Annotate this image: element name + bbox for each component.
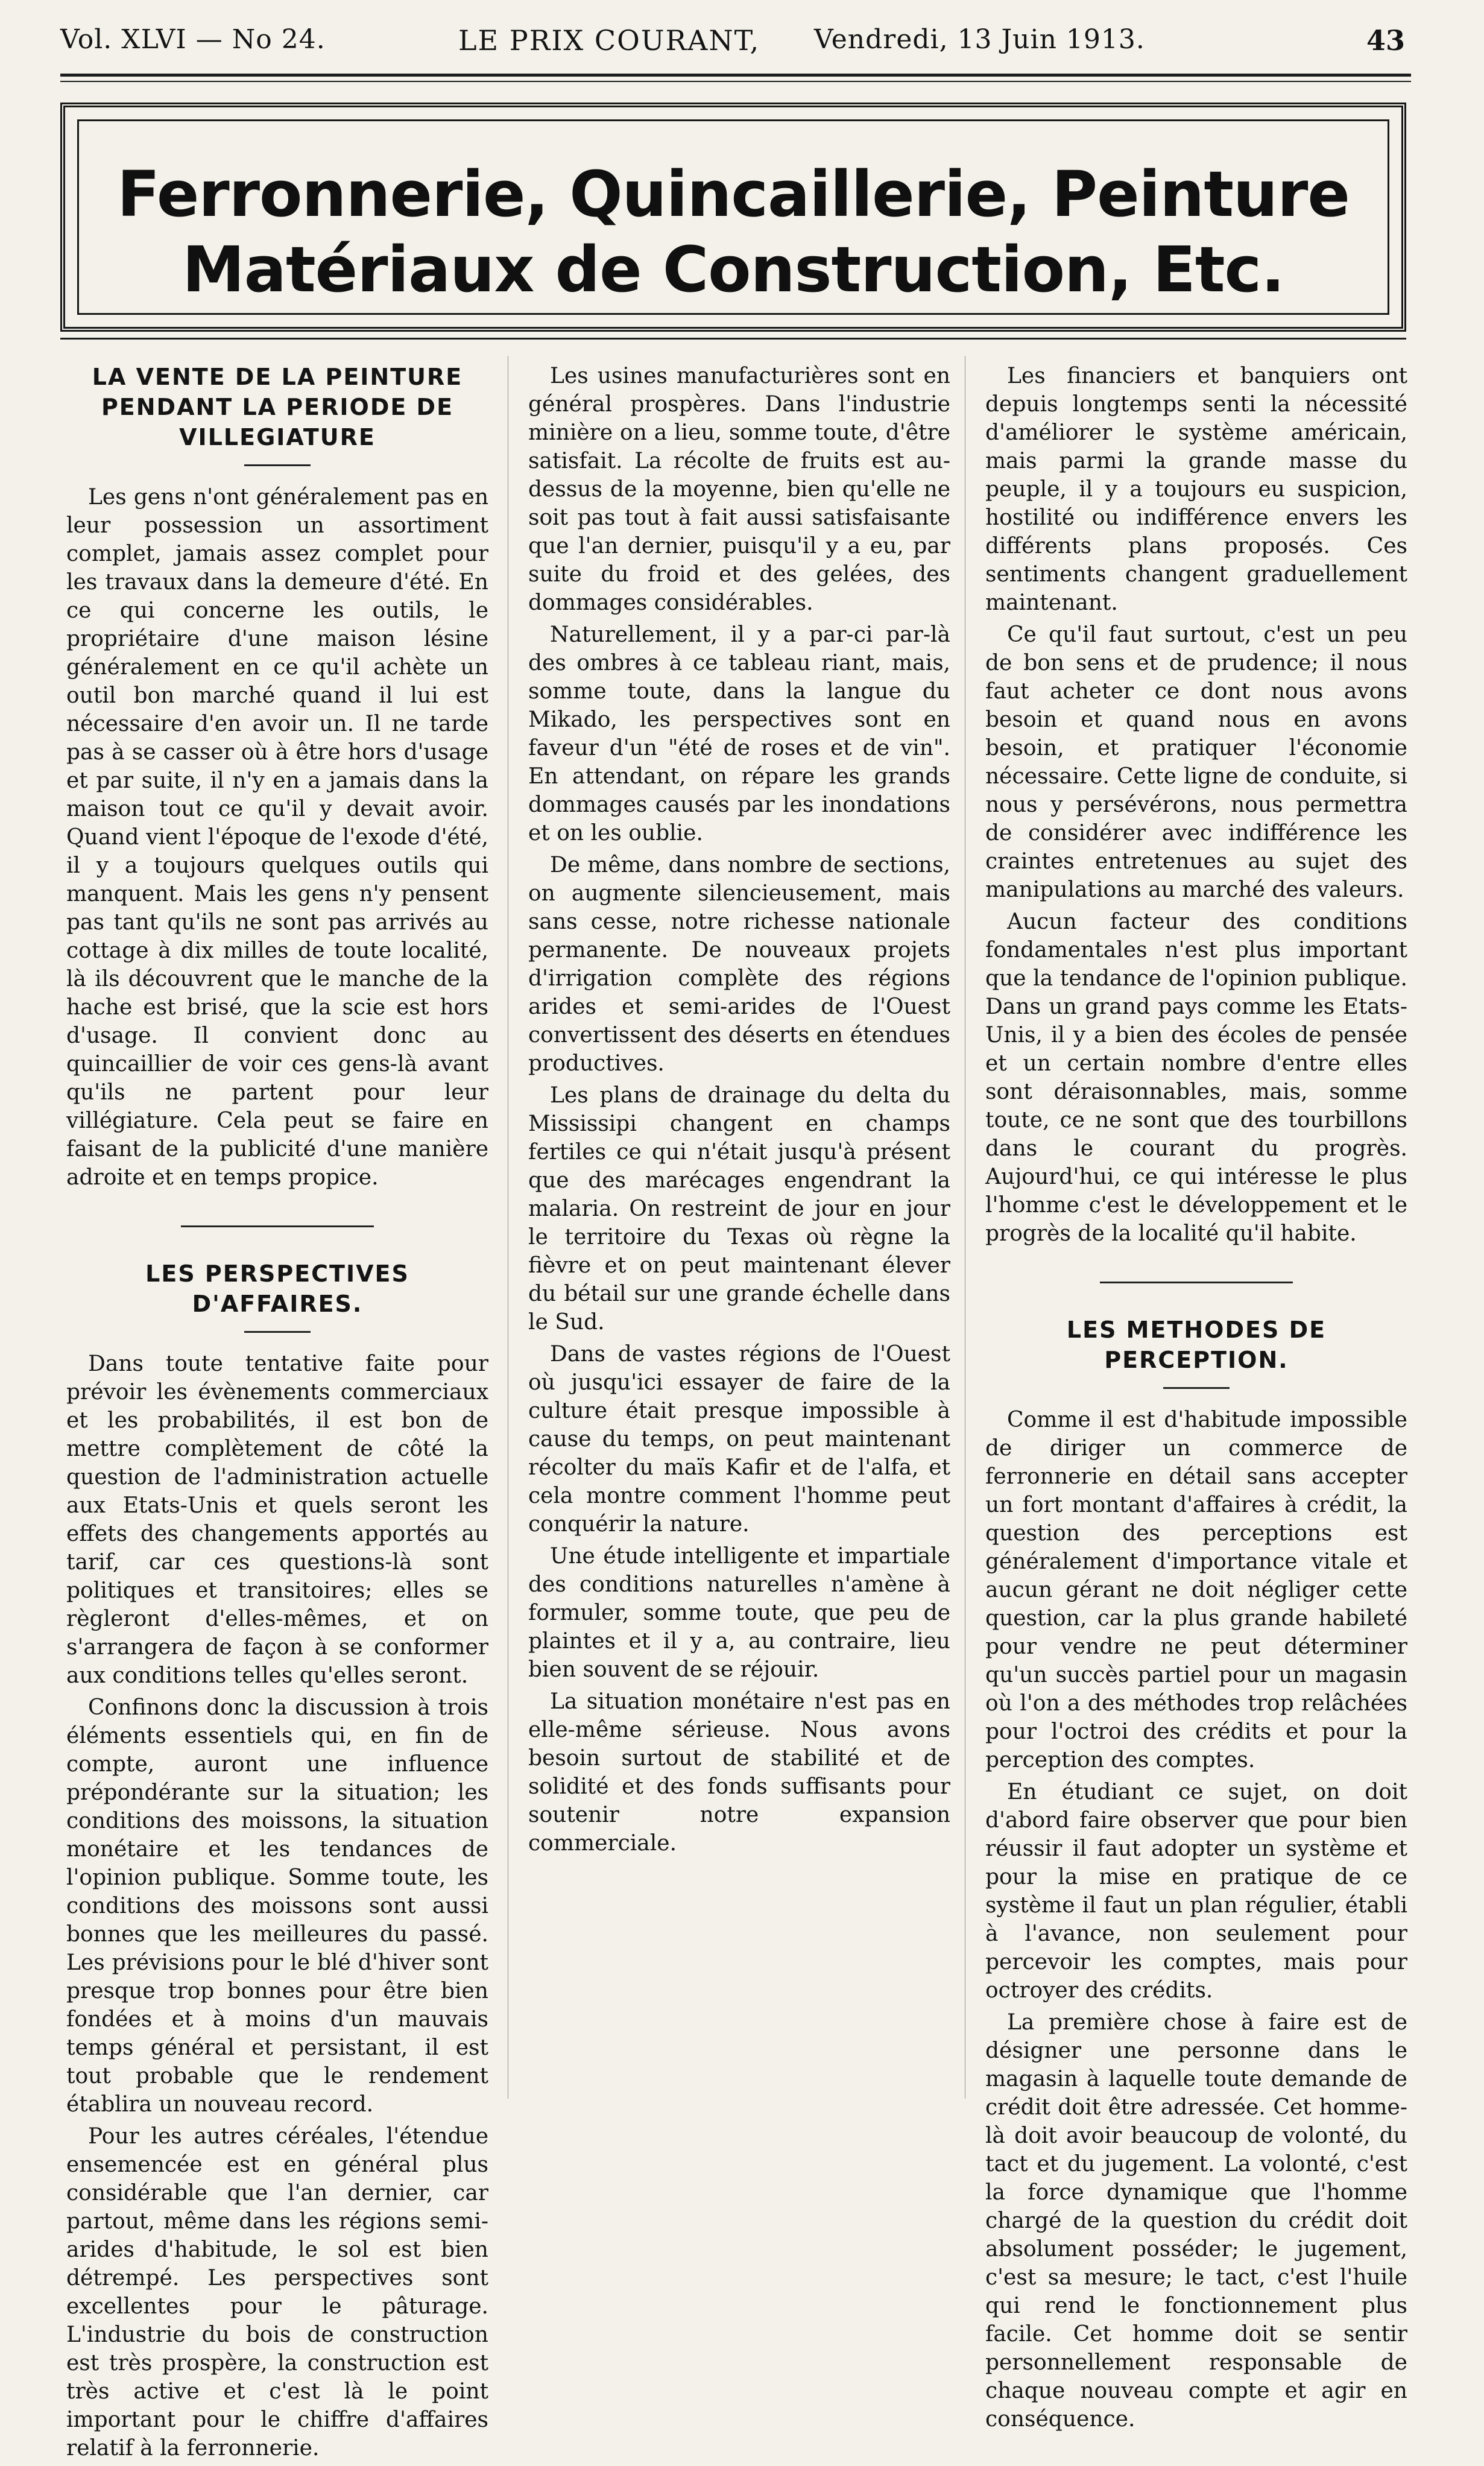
paragraph: Les usines manufacturières sont en général prospères. Dans l'industrie minière on a lieu, somme toute, d'être satisfait. La récolte de fruits est au-dessus de la moyenne, bien qu'elle ne soit pas tout à fait aussi satisfaisante que l'an dernier, puisqu'il y a eu, par suite du froid et des gelées, des dommages considérables. <box>528 364 950 615</box>
heading-rule <box>1163 1387 1230 1389</box>
paragraph: Pour les autres céréales, l'étendue ensemencée est en général plus considérable que l'an dernier, car partout, même dans les régions semi-arides d'habitude, le sol est bien détrempé. Les perspectives sont excellentes pour le pâturage. L'industrie du bois de construction est très prospère, la construction est très active et c'est là le point important pour le chiffre d'affaires relatif à la ferronnerie. <box>66 2124 488 2461</box>
column-2 <box>528 362 950 1861</box>
masthead-rule-thin <box>60 81 1411 82</box>
section-title-frame <box>77 119 1389 315</box>
paragraph: Ce qu'il faut surtout, c'est un peu de bon sens et de prudence; il nous faut acheter ce dont nous avons besoin et quand nous en avons besoin, et pratiquer l'économie nécessaire. Cette ligne de conduite, si nous y persévérons, nous permettra de considérer avec indifférence les craintes entretenues au sujet des manipulations au marché des valeurs. <box>985 622 1407 902</box>
paragraph: La situation monétaire n'est pas en elle-même sérieuse. Nous avons besoin surtout de stabilité et de solidité et des fonds suffisants pour soutenir notre expansion commerciale. <box>528 1689 950 1856</box>
article-heading: LA VENTE DE LA PEINTURE PENDANT LA PERIODE DE VILLEGIATURE <box>92 364 463 451</box>
section-title-box <box>60 103 1406 332</box>
paragraph: Les gens n'ont généralement pas en leur possession un assortiment complet, jamais assez complet pour les travaux dans la demeure d'été. En ce qui concerne les outils, le propriétaire d'une maison lésine généralement en ce qu'il achète un outil bon marché quand il lui est nécessaire d'en avoir un. Il ne tarde pas à se casser où à être hors d'usage et par suite, il n'y en a jamais dans la maison tout ce qu'il y devait avoir. Quand vient l'époque de l'exode d'été, il y a toujours quelques outils qui manquent. Mais les gens n'y pensent pas tant qu'ils ne sont pas arrivés au cottage à dix milles de toute localité, là ils découvrent que le manche de la hache est brisé, que la scie est hors d'usage. Il convient donc au quincaillier de voir ces gens-là avant qu'ils ne partent pour leur villégiature. Cela peut se faire en faisant de la publicité d'une manière adroite et en temps propice. <box>66 485 488 1190</box>
paragraph: Une étude intelligente et impartiale des conditions naturelles n'amène à formuler, somme toute, que peu de plaintes et il y a, au contraire, lieu bien souvent de se réjouir. <box>528 1544 950 1682</box>
paragraph: Aucun facteur des conditions fondamentales n'est plus important que la tendance de l'opinion publique. Dans un grand pays comme les Etats-Unis, il y a bien des écoles de pensée et un certain nombre d'entre elles sont déraisonnables, mais, somme toute, ce ne sont que des tourbillons dans le courant du progrès. Aujourd'hui, ce qui intéresse le plus l'homme c'est le développement et le progrès de la localité qu'il habite. <box>985 909 1407 1246</box>
paragraph: Naturellement, il y a par-ci par-là des ombres à ce tableau riant, mais, somme toute, dans la langue du Mikado, les perspectives sont en faveur d'un "été de roses et de vin". En attendant, on répare les grands dommages causés par les inondations et on les oublie. <box>528 622 950 846</box>
masthead <box>60 24 1405 72</box>
paragraph: Dans toute tentative faite pour prévoir les évènements commerciaux et les probabilités, il est bon de mettre complètement de côté la question de l'administration actuelle aux Etats-Unis et quels seront les effets des changements apportés au tarif, car ces questions-là sont politiques et transitoires; elles se règleront d'elles-mêmes, et on s'arrangera de façon à se conformer aux conditions telles qu'elles seront. <box>66 1352 488 1688</box>
column-3 <box>985 362 1407 2437</box>
paragraph: La première chose à faire est de désigner une personne dans le magasin à laquelle toute demande de crédit doit être adressée. Cet homme-là doit avoir beaucoup de volonté, du tact et du jugement. La volonté, c'est la force dynamique que l'homme chargé de la question du crédit doit absolument posséder; le jugement, c'est sa mesure; le tact, c'est l'huile qui rend le fonctionnement plus facile. Cet homme doit se sentir personnellement responsable de chaque nouveau compte et agir en conséquence. <box>985 2010 1407 2432</box>
section-title-line-2: Matériaux de Construction, Etc. <box>182 233 1284 306</box>
volume-number: Vol. XLVI — No 24. <box>60 24 326 55</box>
section-separator <box>1100 1282 1293 1283</box>
paragraph: Comme il est d'habitude impossible de diriger un commerce de ferronnerie en détail sans accepter un fort montant d'affaires à crédit, la question des perceptions est généralement d'importance vitale et aucun gérant ne doit négliger cette question, car la plus grande habileté pour vendre ne peut déterminer qu'un succès partiel pour un magasin où l'on a des méthodes trop relâchées pour l'octroi des crédits et pour la perception des comptes. <box>985 1408 1407 1772</box>
paragraph: Les plans de drainage du delta du Mississipi changent en champs fertiles ce qui n'était jusqu'à présent que des marécages engendrant la malaria. On restreint de jour en jour le territoire du Texas où règne la fièvre et on peut maintenant élever du bétail sur une grande échelle dans le Sud. <box>528 1083 950 1335</box>
heading-rule <box>244 1331 311 1333</box>
paragraph: Les financiers et banquiers ont depuis longtemps senti la nécessité d'améliorer le système américain, mais parmi la grande masse du peuple, il y a toujours eu suspicion, hostilité ou indifférence envers les différents plans proposés. Ces sentiments changent graduellement maintenant. <box>985 364 1407 615</box>
article-heading: LES PERSPECTIVES D'AFFAIRES. <box>145 1260 409 1317</box>
paragraph: En étudiant ce sujet, on doit d'abord faire observer que pour bien réussir il faut adopter un système et pour la mise en pratique de ce système il faut un plan régulier, établi à l'avance, non seulement pour percevoir les comptes, mais pour octroyer des crédits. <box>985 1780 1407 2003</box>
section-separator <box>181 1225 374 1227</box>
heading-rule <box>244 464 311 466</box>
section-title-line-1: Ferronnerie, Quincaillerie, Peinture <box>117 157 1350 231</box>
paragraph: De même, dans nombre de sections, on augmente silencieusement, mais sans cesse, notre richesse nationale permanente. De nouveaux projets d'irrigation complète des régions arides et semi-arides de l'Ouest convertissent des déserts en étendues productives. <box>528 853 950 1076</box>
paragraph: Dans de vastes régions de l'Ouest où jusqu'ici essayer de faire de la culture était presque impossible à cause du temps, on peut maintenant récolter du maïs Kafir et de l'alfa, et cela montre comment l'homme peut conquérir la nature. <box>528 1342 950 1537</box>
masthead-rule <box>60 74 1411 77</box>
issue-date: Vendredi, 13 Juin 1913. <box>814 24 1145 55</box>
newspaper-name: LE PRIX COURANT, <box>458 24 760 57</box>
article-heading: LES METHODES DE PERCEPTION. <box>1066 1317 1327 1373</box>
paragraph: Confinons donc la discussion à trois éléments essentiels qui, en fin de compte, auront une influence prépondérante sur la situation; les conditions des moissons, la situation monétaire et les tendances de l'opinion publique. Somme toute, les conditions des moissons sont aussi bonnes que les meilleures du passé. Les prévisions pour le blé d'hiver sont presque trop bonnes pour être bien fondées et à moins d'un mauvais temps général et persistant, il est tout probable que le rendement établira un nouveau record. <box>66 1695 488 2117</box>
column-1 <box>66 362 488 2466</box>
title-rule <box>60 338 1406 340</box>
page-number: 43 <box>1366 24 1405 57</box>
